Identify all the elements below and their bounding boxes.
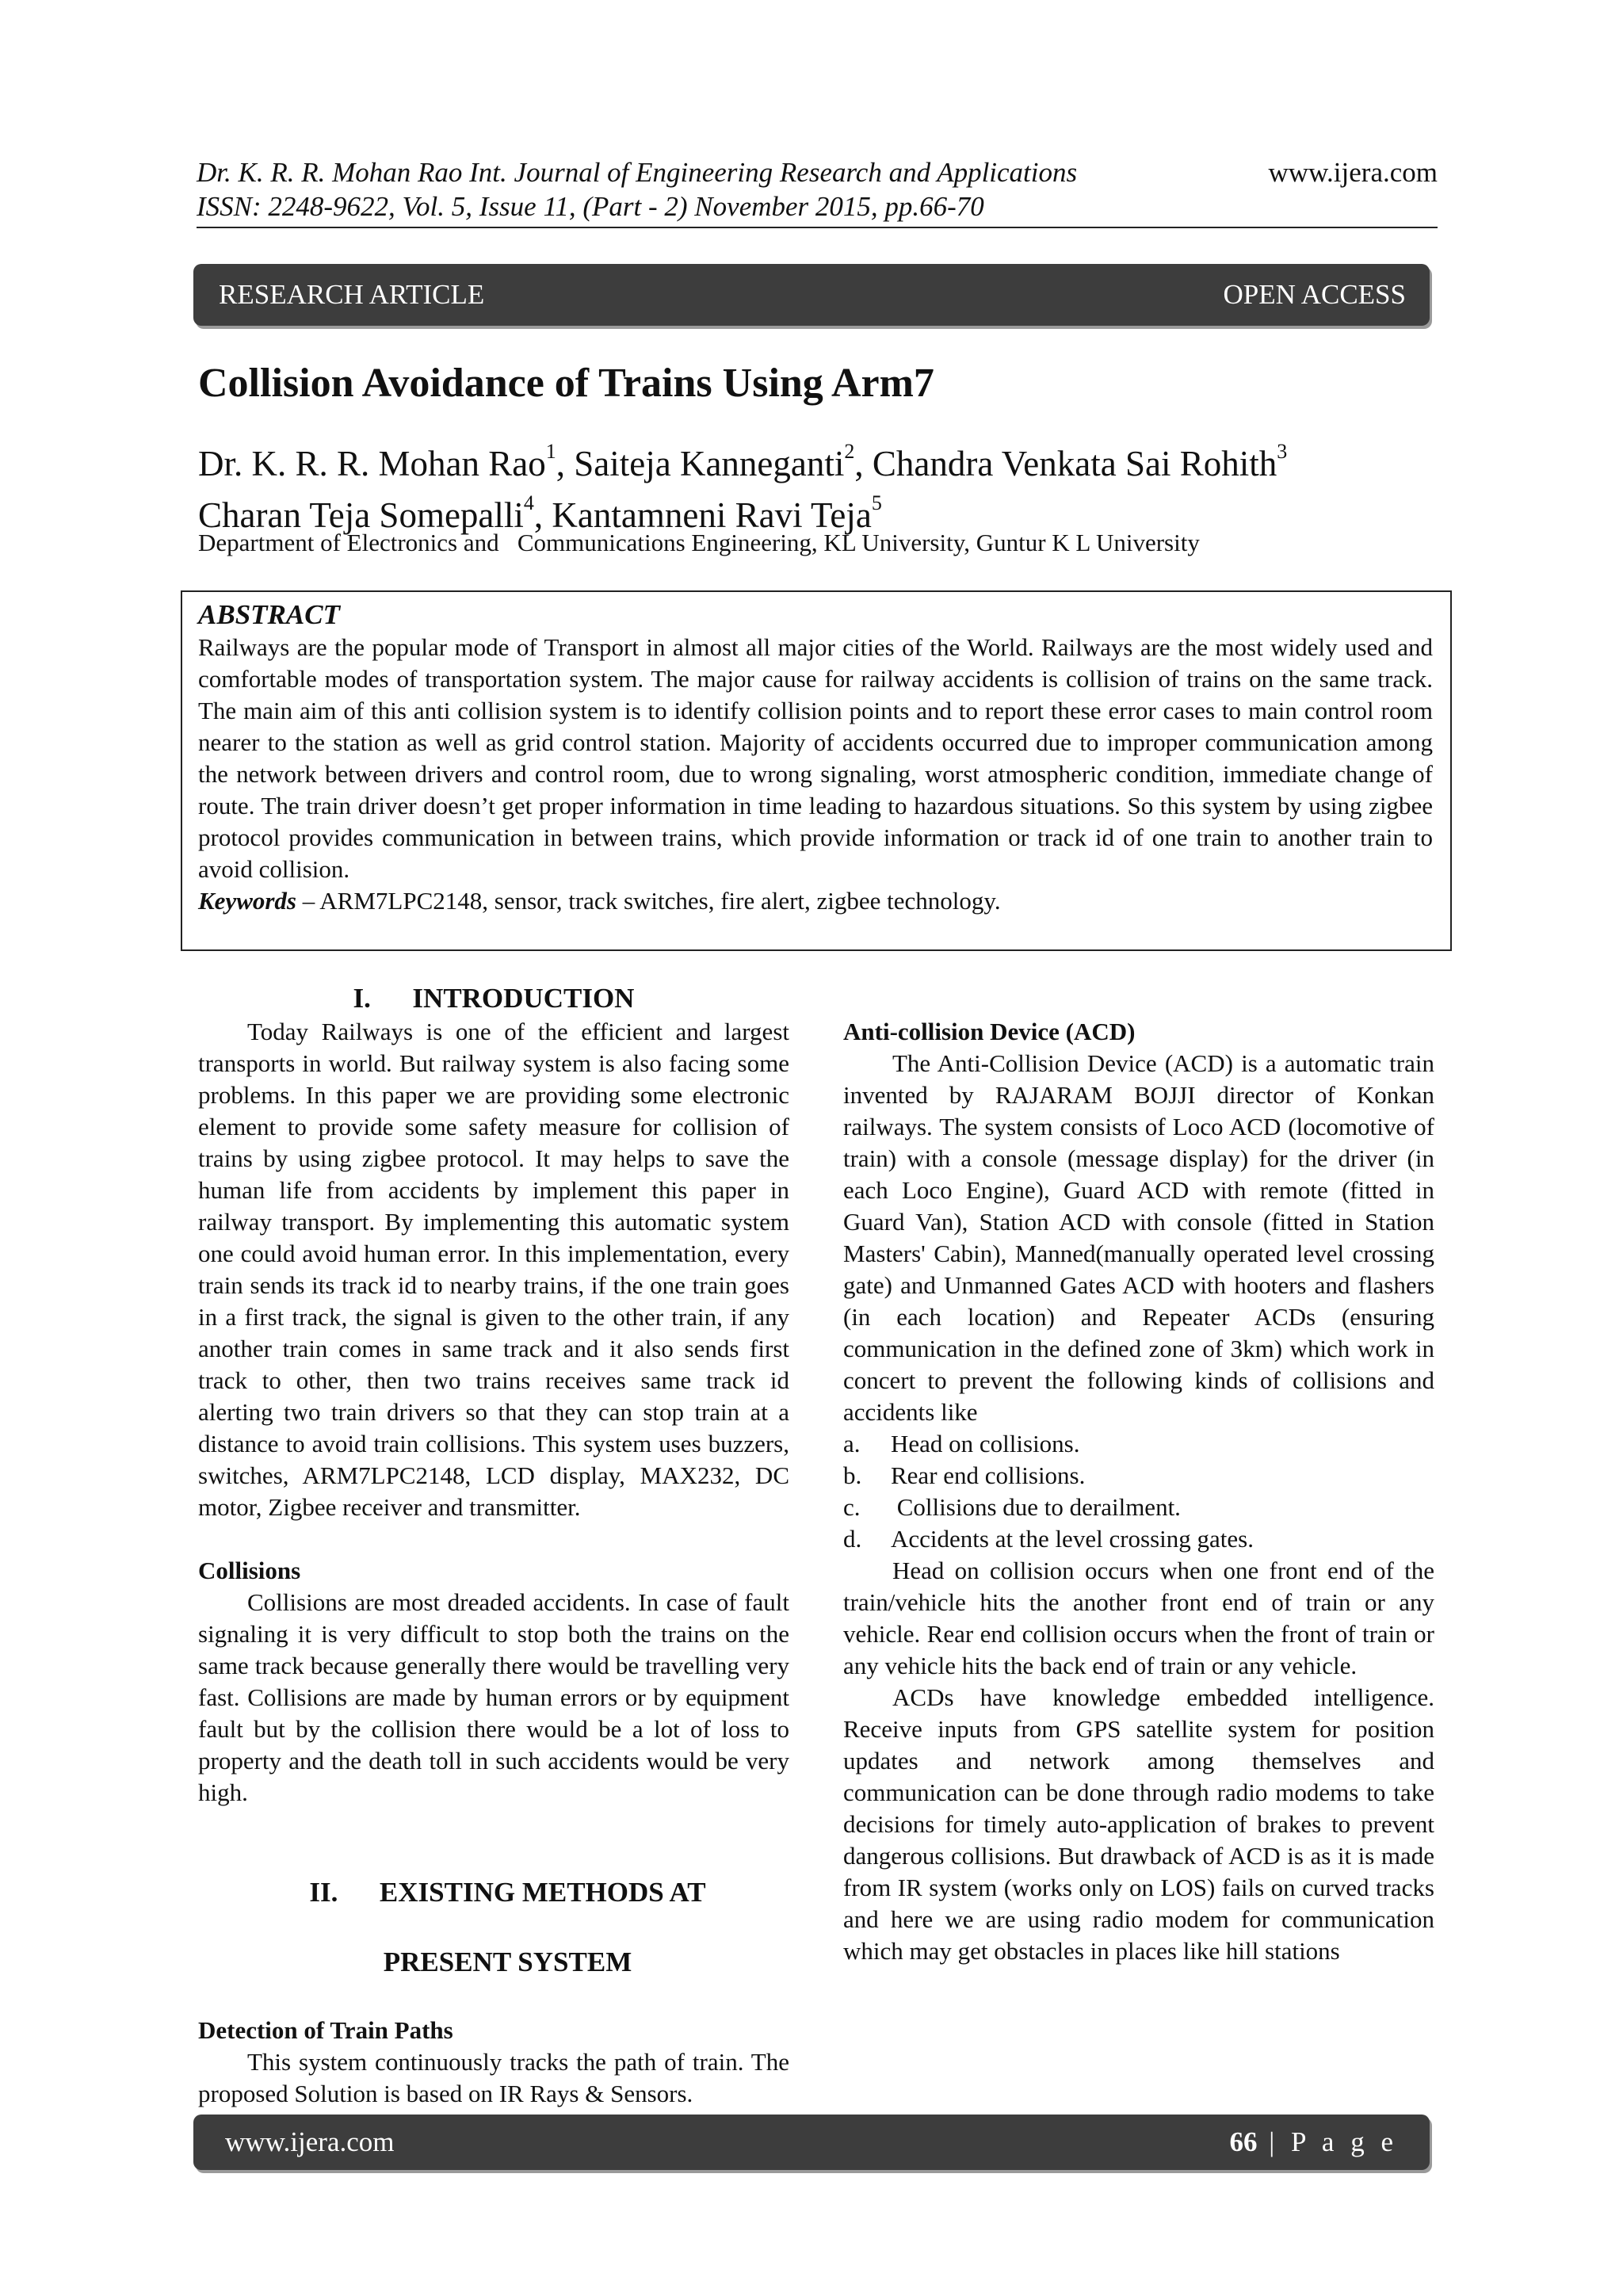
abstract-heading: ABSTRACT	[198, 599, 340, 630]
introduction-paragraph: Today Railways is one of the efficient and largest transports in world. But railway system is also facing some problems. In this paper we are providing some electronic element to provide some safety measure for collision of trains by using zigbee protocol. It may helps to save the human life from accidents by implement this paper in railway transport. By implementing this automatic system one could avoid human error. In this implementation, every train sends its track id to nearby trains, if the one train goes in a first track, the signal is given to the other train, if any another train comes in same track and it also sends first track to other, then two trains receives same track id alerting two train drivers so that they can stop train at a distance to avoid train collisions. This system uses buzzers, switches, ARM7LPC2148, LCD display, MAX232, DC motor, Zigbee receiver and transmitter.	[198, 1018, 789, 1521]
left-column	[198, 981, 789, 2110]
article-type-banner	[193, 264, 1430, 326]
list-item: c. Collisions due to derailment.	[843, 1493, 1181, 1521]
author-affiliation-mark: 5	[871, 491, 882, 514]
subheading-detection: Detection of Train Paths	[198, 2016, 453, 2044]
collisions-paragraph: Collisions are most dreaded accidents. In case of fault signaling it is very difficult to stop both the trains on the same track because generally there would be travelling very fast. Collisions are made by human errors or by equipment fault but by the collision there would be a lot of loss to property and the death toll in such accidents would be very high.	[198, 1588, 789, 1806]
journal-citation-line-1: Dr. K. R. R. Mohan Rao Int. Journal of Engineering Research and Applications	[197, 157, 1078, 188]
abstract-text: Railways are the popular mode of Transport in almost all major cities of the World. Railways are the most widely used and comfortable modes of transportation system. The major cause for railway accidents is collision of trains on the same track. The main aim of this anti collision system is to identify collision points and to report these error cases to main control room nearer to the station as well as grid control station. Majority of accidents occurred due to improper communication among the network between drivers and control room, due to wrong signaling, worst atmospheric condition, immediate change of route. The train driver doesn’t get proper information in time leading to hazardous situations. So this system by using zigbee protocol provides communication in between trains, which provide information or track id of one train to another train to avoid collision.	[198, 633, 1433, 883]
subheading-acd: Anti-collision Device (ACD)	[843, 1018, 1136, 1045]
collision-kinds-list	[843, 1428, 1434, 1555]
subheading-collisions: Collisions	[198, 1557, 301, 1584]
header-divider	[197, 227, 1438, 228]
author-name: , Kantamneni Ravi Teja	[533, 495, 872, 535]
paper-title: Collision Avoidance of Trains Using Arm7	[198, 361, 934, 406]
author-name: Dr. K. R. R. Mohan Rao	[198, 444, 546, 483]
page-number: 66 | P a g e	[1229, 2126, 1398, 2157]
author-name: Charan Teja Somepalli	[198, 495, 524, 535]
section-heading-introduction: I. INTRODUCTION	[353, 983, 635, 1014]
author-affiliation: Department of Electronics and Communications Engineering, KL University, Guntur K L University	[198, 529, 1200, 556]
author-affiliation-mark: 2	[844, 440, 855, 463]
section-heading-existing-methods	[198, 1840, 789, 2015]
detection-paragraph: This system continuously tracks the path of train. The proposed Solution is based on IR Rays & Sensors.	[198, 2048, 789, 2107]
author-affiliation-mark: 1	[545, 440, 556, 463]
keywords-line	[198, 885, 1433, 917]
author-affiliation-mark: 4	[523, 491, 534, 514]
footer-banner	[193, 2115, 1430, 2170]
author-name: , Saiteja Kanneganti	[556, 444, 845, 483]
list-item: b. Rear end collisions.	[843, 1461, 1086, 1489]
keywords-label: Keywords	[198, 887, 296, 915]
open-access-label: OPEN ACCESS	[1223, 279, 1406, 310]
research-article-label: RESEARCH ARTICLE	[219, 279, 485, 310]
author-name: , Chandra Venkata Sai Rohith	[854, 444, 1277, 483]
section-heading-line-2: PRESENT SYSTEM	[383, 1946, 632, 1977]
running-header	[197, 155, 1438, 223]
author-line-1	[198, 434, 1466, 486]
acd-paragraph: The Anti-Collision Device (ACD) is a automatic train invented by RAJARAM BOJJI director of Konkan railways. The system consists of Loco ACD (locomotive of train) with a console (message display) for the driver (in each Loco Engine), Guard ACD with remote (fitted in Guard Van), Station ACD with console (fitted in Station Masters' Cabin), Manned(manually operated level crossing gate) and Unmanned Gates ACD with hooters and flashers (in each location) and Repeater ACDs (ensuring communication in the defined zone of 3km) which work in concert to prevent the following kinds of collisions and accidents like	[843, 1049, 1434, 1426]
acd-intelligence-paragraph: ACDs have knowledge embedded intelligence. Receive inputs from GPS satellite system for position updates and network among themselves and communication can be done through radio modems to take decisions for timely auto-application of brakes to prevent dangerous collisions. But drawback of ACD is as it is made from IR system (works only on LOS) fails on curved tracks and here we are using radio modem for communication which may get obstacles in places like hill stations	[843, 1683, 1434, 1965]
abstract-box	[181, 590, 1452, 951]
author-list	[198, 434, 1466, 537]
journal-citation-line-2: ISSN: 2248-9622, Vol. 5, Issue 11, (Part - 2) November 2015, pp.66-70	[197, 191, 984, 222]
list-item: a. Head on collisions.	[843, 1430, 1080, 1457]
list-item: d. Accidents at the level crossing gates.	[843, 1525, 1254, 1553]
right-column	[843, 981, 1434, 1967]
section-heading-line-1: II. EXISTING METHODS AT	[309, 1877, 706, 1908]
keywords-text: – ARM7LPC2148, sensor, track switches, fire alert, zigbee technology.	[296, 887, 1001, 915]
header-website-link[interactable]: www.ijera.com	[1268, 157, 1438, 188]
collision-types-paragraph: Head on collision occurs when one front end of the train/vehicle hits the another front end of train or any vehicle. Rear end collision occurs when the front of train or any vehicle hits the back end of train or any vehicle.	[843, 1557, 1434, 1679]
author-affiliation-mark: 3	[1277, 440, 1288, 463]
footer-website-link[interactable]: www.ijera.com	[225, 2126, 395, 2157]
